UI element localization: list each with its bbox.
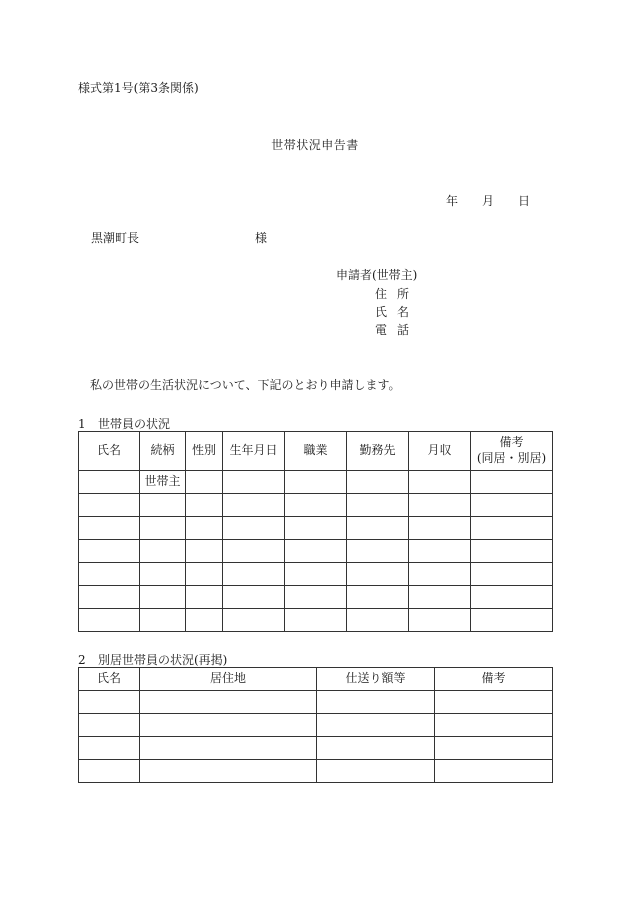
date-day-label: 日 [518,194,531,208]
table-cell[interactable] [223,494,285,517]
document-title: 世帯状況申告書 [271,138,359,152]
table-cell[interactable] [140,760,317,783]
table-row [79,737,553,760]
table-cell[interactable] [223,586,285,609]
table-cell[interactable] [317,737,435,760]
table-cell[interactable] [471,471,553,494]
table-cell[interactable] [140,563,186,586]
table-cell[interactable] [409,517,471,540]
col-header-birthdate: 生年月日 [223,432,285,471]
table-cell[interactable] [285,540,347,563]
table-cell[interactable] [471,586,553,609]
col-header-name: 氏名 [79,432,140,471]
table-cell[interactable] [409,563,471,586]
table-cell[interactable] [223,517,285,540]
table-cell[interactable] [79,540,140,563]
table-cell[interactable] [79,609,140,632]
table-cell[interactable] [285,586,347,609]
table-cell[interactable] [223,563,285,586]
table-cell[interactable] [79,691,140,714]
table-cell[interactable] [317,760,435,783]
col-header-relation: 続柄 [140,432,186,471]
col-header-remarks [471,432,553,471]
col-header-income: 月収 [409,432,471,471]
table-cell[interactable] [79,586,140,609]
col-header-residence: 居住地 [140,668,317,691]
table-cell[interactable] [140,691,317,714]
table-cell[interactable] [435,737,553,760]
table-cell[interactable] [347,586,409,609]
table-cell[interactable] [285,494,347,517]
table-cell[interactable] [79,563,140,586]
date-month-label: 月 [482,194,495,208]
table-cell[interactable] [317,691,435,714]
table-cell[interactable] [471,609,553,632]
table-row [79,494,553,517]
table-cell[interactable] [471,563,553,586]
section2-number: 2 [78,653,86,667]
table-cell[interactable] [435,714,553,737]
table-cell[interactable] [140,609,186,632]
section1-heading [78,418,170,430]
table-cell[interactable] [285,609,347,632]
table-row [79,540,553,563]
table-row [79,517,553,540]
table-cell[interactable] [317,714,435,737]
applicant-label: 申請者(世帯主) [336,268,418,282]
table-row [79,760,553,783]
table-cell[interactable] [409,494,471,517]
table-cell[interactable] [140,494,186,517]
table-cell[interactable] [186,609,223,632]
table-cell[interactable] [409,609,471,632]
table-cell[interactable] [435,691,553,714]
applicant-name-label: 氏名 [375,305,420,319]
table-cell[interactable] [186,471,223,494]
remarks-label: 備考 [499,435,524,450]
table-cell[interactable] [79,714,140,737]
table-cell[interactable] [140,540,186,563]
statement-text: 私の世帯の生活状況について、下記のとおり申請します。 [90,378,401,392]
table-cell[interactable] [186,586,223,609]
section2-title: 別居世帯員の状況(再掲) [98,653,228,667]
col-header-remittance: 仕送り額等 [317,668,435,691]
table-cell[interactable] [285,471,347,494]
section1-title: 世帯員の状況 [98,417,171,431]
table-cell[interactable] [471,517,553,540]
table-cell[interactable] [223,540,285,563]
section2-heading [78,654,227,666]
table-cell[interactable] [186,494,223,517]
table-cell[interactable] [140,737,317,760]
col-header-name: 氏名 [79,668,140,691]
col-header-workplace: 勤務先 [347,432,409,471]
table-cell[interactable] [79,737,140,760]
table-cell[interactable] [409,540,471,563]
table-cell[interactable] [471,540,553,563]
addressee-honorific: 様 [255,231,268,245]
applicant-address-label: 住所 [375,287,420,301]
table-cell[interactable] [347,517,409,540]
table-cell[interactable] [347,471,409,494]
table-cell[interactable] [140,586,186,609]
table-header-row [79,432,553,471]
applicant-phone-label: 電話 [375,323,420,337]
table-cell[interactable] [347,540,409,563]
remarks-sub-label: (同居・別居) [476,451,547,465]
addressee-name: 黒潮町長 [91,231,140,245]
table-cell[interactable] [140,714,317,737]
separate-members-table [78,667,553,783]
table-cell[interactable] [186,563,223,586]
table-cell[interactable] [347,494,409,517]
relation-cell-head: 世帯主 [140,471,186,494]
table-cell[interactable] [409,586,471,609]
section1-number: 1 [78,417,86,431]
table-row [79,471,553,494]
date-year-label: 年 [446,194,459,208]
table-cell[interactable] [435,760,553,783]
table-row [79,563,553,586]
table-cell[interactable] [79,471,140,494]
table-row [79,714,553,737]
form-number: 様式第1号(第3条関係) [78,81,199,95]
table-cell[interactable] [140,517,186,540]
table-cell[interactable] [223,609,285,632]
table-cell[interactable] [79,760,140,783]
table-cell[interactable] [186,517,223,540]
table-cell[interactable] [223,471,285,494]
table-cell[interactable] [409,471,471,494]
table-header-row [79,668,553,691]
table-row [79,586,553,609]
table-cell[interactable] [347,563,409,586]
table-cell[interactable] [186,540,223,563]
table-cell[interactable] [79,517,140,540]
table-row [79,609,553,632]
table-cell[interactable] [347,609,409,632]
col-header-occupation: 職業 [285,432,347,471]
table-cell[interactable] [471,494,553,517]
table-row [79,691,553,714]
table-cell[interactable] [285,517,347,540]
household-members-table [78,431,553,632]
col-header-gender: 性別 [186,432,223,471]
table-cell[interactable] [79,494,140,517]
table-cell[interactable] [285,563,347,586]
col-header-remarks: 備考 [435,668,553,691]
